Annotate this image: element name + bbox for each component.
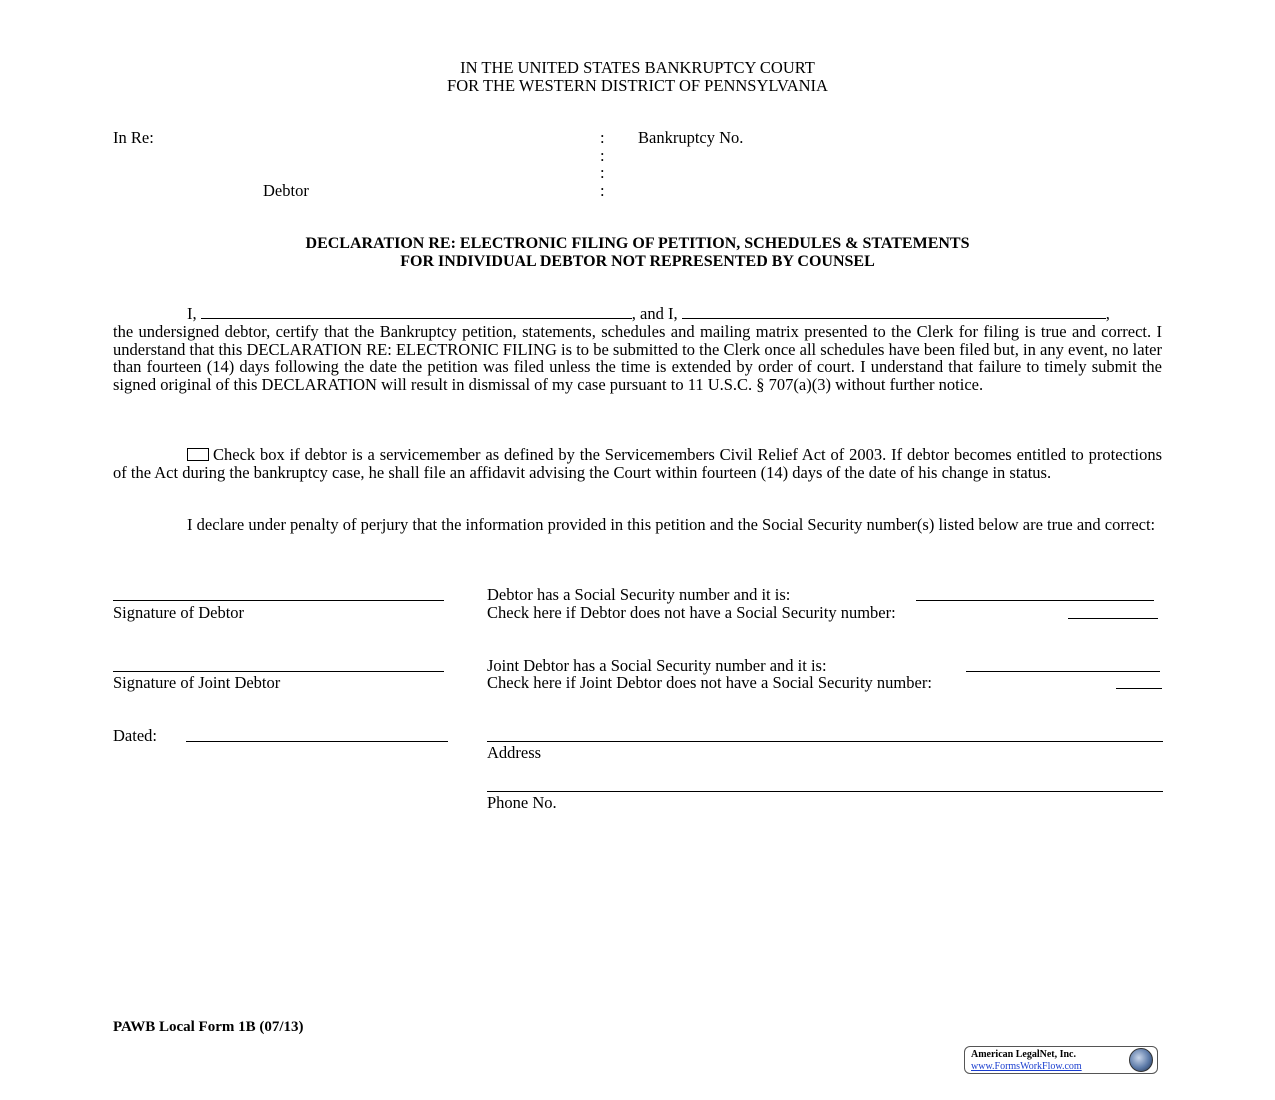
publisher-name: American LegalNet, Inc.: [971, 1049, 1076, 1060]
publisher-logo: [964, 1046, 1158, 1074]
declaration-i-prefix: I,: [187, 304, 201, 323]
dated-label: Dated:: [113, 726, 157, 745]
debtor-no-ssn-label: Check here if Debtor does not have a Social Security number:: [487, 603, 896, 622]
declaration-comma: ,: [1105, 304, 1110, 323]
court-name-line1: IN THE UNITED STATES BANKRUPTCY COURT: [460, 58, 815, 77]
joint-debtor-name-blank[interactable]: [682, 306, 1106, 319]
joint-ssn-blank[interactable]: [966, 671, 1160, 672]
joint-debtor-signature-label: Signature of Joint Debtor: [113, 673, 281, 692]
caption-colon: :: [600, 128, 605, 147]
publisher-url[interactable]: www.FormsWorkFlow.com: [971, 1061, 1082, 1072]
address-line[interactable]: [487, 741, 1163, 742]
bankruptcy-no-label: Bankruptcy No.: [638, 128, 744, 147]
debtor-ssn-blank[interactable]: [916, 600, 1154, 601]
joint-no-ssn-blank[interactable]: [1116, 688, 1162, 689]
joint-debtor-signature-line[interactable]: [113, 671, 444, 672]
globe-icon: [1129, 1048, 1153, 1072]
debtor-label: Debtor: [263, 181, 309, 200]
caption-colon: :: [600, 181, 605, 200]
debtor-ssn-label: Debtor has a Social Security number and it is:: [487, 585, 791, 604]
servicemember-checkbox[interactable]: [187, 448, 209, 461]
caption-colon: :: [600, 146, 605, 165]
servicemember-paragraph: [113, 446, 1162, 481]
debtor-no-ssn-blank[interactable]: [1068, 618, 1158, 619]
declaration-first-line: [187, 305, 1110, 323]
phone-label: Phone No.: [487, 793, 557, 812]
debtor-signature-line[interactable]: [113, 600, 444, 601]
joint-no-ssn-label: Check here if Joint Debtor does not have a Social Security number:: [487, 673, 932, 692]
phone-line[interactable]: [487, 791, 1163, 792]
address-label: Address: [487, 743, 542, 762]
servicemember-text: Check box if debtor is a servicemember as defined by the Servicemembers Civil Relief Act of 2003. If debtor becomes entitled to protections of the Act during the bankruptcy case, he shall file an affidavit advising the Court within fourteen (14) days of the date of his change in status.: [113, 445, 1162, 482]
document-title-line1: DECLARATION RE: ELECTRONIC FILING OF PETITION, SCHEDULES & STATEMENTS: [305, 235, 970, 252]
perjury-paragraph: [113, 516, 1162, 534]
document-title-line2: FOR INDIVIDUAL DEBTOR NOT REPRESENTED BY COUNSEL: [400, 253, 875, 270]
court-name-line2: FOR THE WESTERN DISTRICT OF PENNSYLVANIA: [447, 76, 828, 95]
form-identifier: PAWB Local Form 1B (07/13): [113, 1019, 304, 1035]
caption-colon: :: [600, 163, 605, 182]
debtor-name-blank[interactable]: [201, 306, 632, 319]
declaration-body: the undersigned debtor, certify that the Bankruptcy petition, statements, schedules and mailing matrix presented to the Clerk for filing is true and correct. I understand that this DECLARATION RE: ELECTRONIC FILING is to be submitted to the Clerk once all schedules have been filed but, in any event, no later than fourteen (14) days following the date the petition was filed unless the time is extended by order of court. I understand that failure to timely submit the signed original of this DECLARATION will result in dismissal of my case pursuant to 11 U.S.C. § 707(a)(3) without further notice.: [113, 322, 1162, 394]
joint-ssn-label: Joint Debtor has a Social Security number and it is:: [487, 656, 827, 675]
perjury-text: I declare under penalty of perjury that the information provided in this petition and the Social Security number(s) listed below are true and correct:: [187, 515, 1156, 534]
in-re-label: In Re:: [113, 128, 154, 147]
dated-blank[interactable]: [186, 741, 448, 742]
declaration-and-i: , and I,: [631, 304, 682, 323]
debtor-signature-label: Signature of Debtor: [113, 603, 245, 622]
